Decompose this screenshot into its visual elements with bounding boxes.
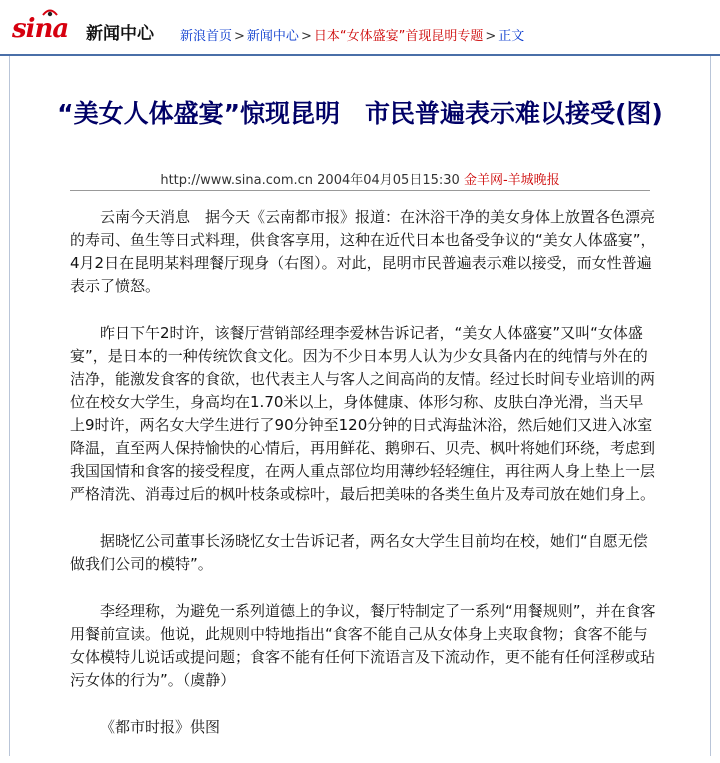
paragraph: 据晓忆公司董事长汤晓忆女士告诉记者，两名女大学生目前均在校，她们“自愿无偿做我们公司的模特”。 (70, 532, 648, 573)
breadcrumb-current[interactable]: 正文 (498, 29, 525, 44)
paragraph: 昨日下午2时许，该餐厅营销部经理李爱林告诉记者，“美女人体盛宴”又叫“女体盛宴”，是日本的一种传统饮食文化。因为不少日本男人认为少女具备内在的纯情与外在的洁净，能激发食客的食欲，也代表主人与客人之间高尚的友情。经过长时间专业培训的两位在校女大学生，身高均在1.70米以上，身体健康、体形匀称、皮肤白净光滑，当天早上9时许，两名女大学生进行了90分钟至120分钟的日式海盐沐浴，然后她们又进入冰室降温，直至两人保持愉快的心情后，再用鲜花、鹅卵石、贝壳、枫叶将她们环绕，考虑到我国国情和食客的接受程度，在两人重点部位均用薄纱轻轻缠住，再往两人身上垫上一层严格清洗、消毒过后的枫叶枝条或棕叶，最后把美味的各类生鱼片及寿司放在她们身上。 (70, 324, 656, 503)
photo-credit: 《都市时报》供图 (100, 718, 221, 736)
breadcrumb-separator: > (300, 29, 312, 44)
logo-text: sina (12, 14, 69, 44)
source-link[interactable]: 金羊网-羊城晚报 (463, 173, 560, 188)
breadcrumb-topic[interactable]: 日本“女体盛宴”首现昆明专题 (313, 29, 484, 44)
breadcrumb-news-center[interactable]: 新闻中心 (246, 29, 299, 44)
sina-logo[interactable] (12, 10, 74, 44)
article-body (70, 206, 656, 763)
divider (70, 190, 650, 191)
breadcrumb-separator: > (234, 29, 245, 44)
article-title: “美女人体盛宴”惊现昆明 市民普遍表示难以接受(图) (57, 98, 663, 128)
source-url: http://www.sina.com.cn (160, 173, 314, 188)
channel-name: 新闻中心 (86, 24, 154, 44)
paragraph: 李经理称，为避免一系列道德上的争议，餐厅特制定了一系列“用餐规则”，并在食客用餐前宣读。他说，此规则中特地指出“食客不能自己从女体身上夹取食物；食客不能与女体模特儿说话或提问题；食客不能有任何下流语言及下流动作，更不能有任何淫秽或玷污女体的行为”。（虞静） (70, 602, 656, 689)
breadcrumb-separator: > (485, 29, 497, 44)
publish-date: 2004年04月05日15:30 (317, 173, 460, 188)
site-header (0, 0, 720, 56)
breadcrumb (180, 25, 524, 44)
article-meta (0, 169, 720, 188)
paragraph: 云南今天消息 据今天《云南都市报》报道：在沐浴干净的美女身体上放置各色漂亮的寿司、鱼生等日式料理，供食客享用，这种在近代日本也备受争议的“美女人体盛宴”，4月2日在昆明某料理餐厅现身（右图）。对此，昆明市民普遍表示难以接受，而女性普遍表示了愤怒。 (70, 208, 656, 295)
breadcrumb-sina-home[interactable]: 新浪首页 (180, 29, 233, 44)
